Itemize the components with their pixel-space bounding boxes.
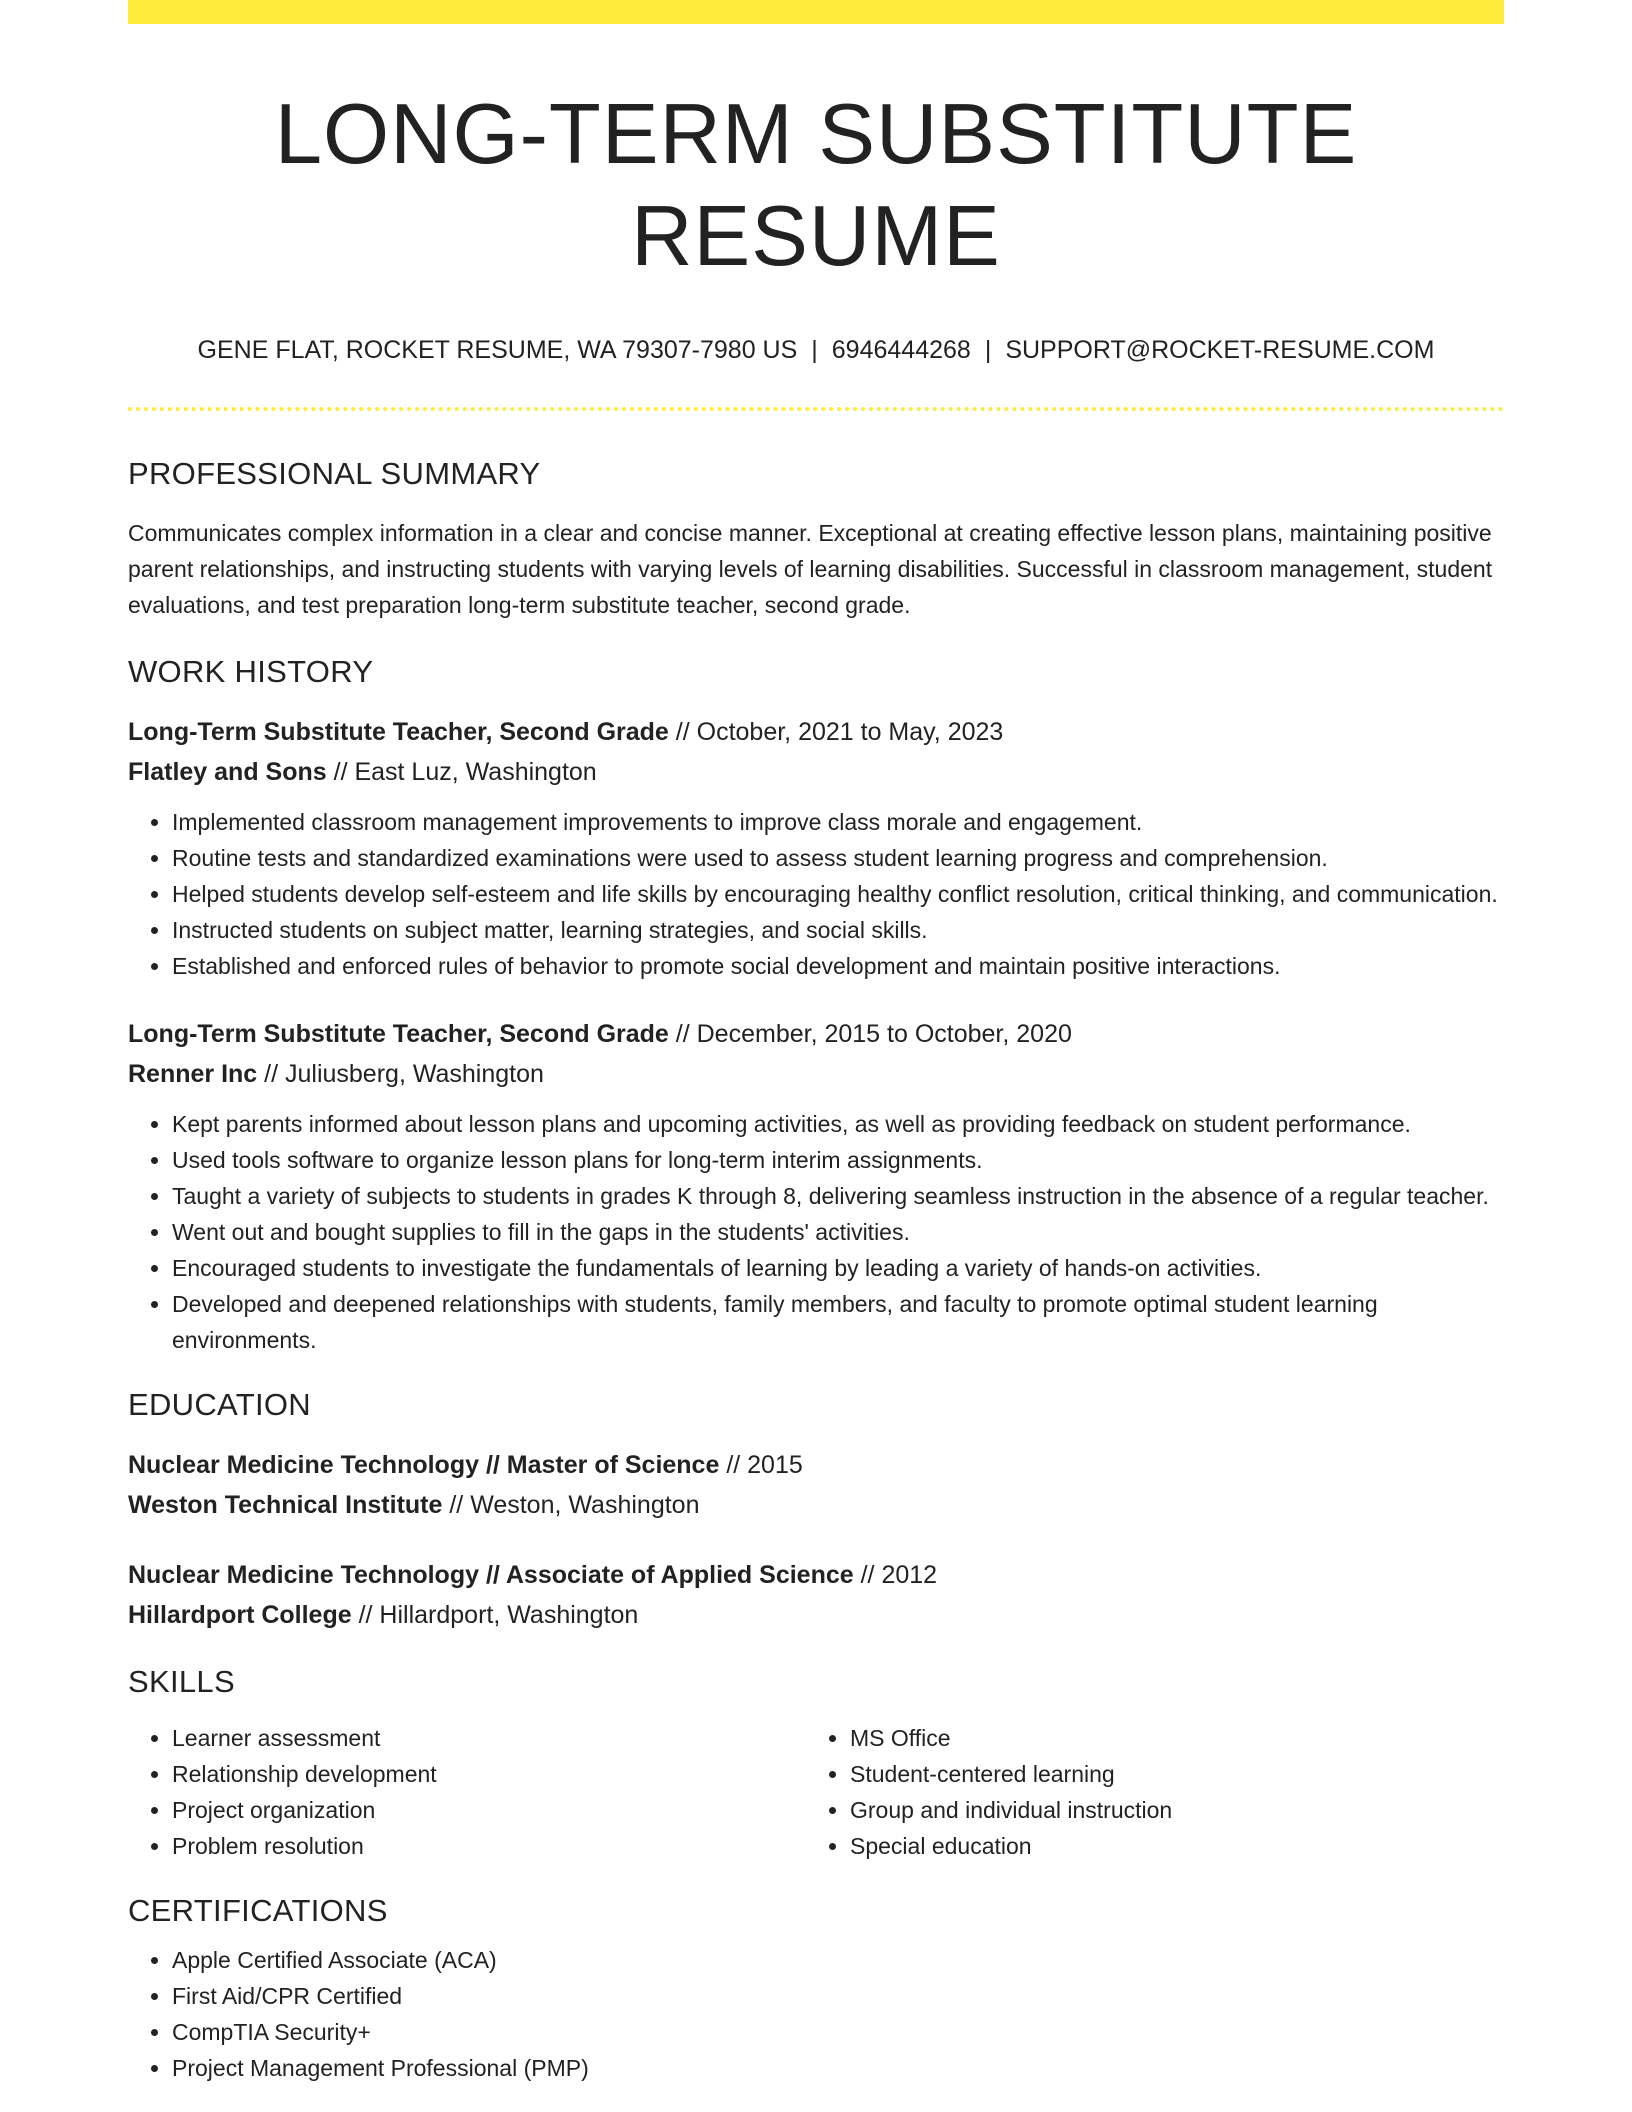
skill-item: • Group and individual instruction [850, 1792, 1484, 1828]
skills-heading: SKILLS [128, 1663, 235, 1699]
education-entry [128, 1555, 1504, 1635]
summary-heading: PROFESSIONAL SUMMARY [128, 455, 541, 491]
job-bullet: • Developed and deepened relationships with students, family members, and faculty to promote optimal student learning environments. [172, 1286, 1504, 1358]
job-title-line [128, 712, 1504, 752]
work-history-heading: WORK HISTORY [128, 654, 374, 690]
degree-year: // 2015 [719, 1450, 803, 1479]
school: Weston Technical Institute [128, 1490, 443, 1519]
accent-top-bar [128, 0, 1504, 24]
job-bullet: • Established and enforced rules of behavior to promote social development and maintain positive interactions. [172, 948, 1504, 984]
degree-line [128, 1555, 1504, 1595]
skill-item: • Problem resolution [172, 1828, 806, 1864]
job-dates: // October, 2021 to May, 2023 [668, 718, 1004, 746]
job-bullet: • Instructed students on subject matter, learning strategies, and social skills. [172, 912, 1504, 948]
certifications-heading: CERTIFICATIONS [128, 1892, 388, 1928]
degree: Nuclear Medicine Technology // Associate of Applied Science [128, 1560, 854, 1589]
contact-address: GENE FLAT, ROCKET RESUME, WA 79307-7980 US [197, 336, 798, 364]
contact-phone: 6946444268 [831, 336, 971, 364]
certification-item: • CompTIA Security+ [172, 2014, 1504, 2050]
job-bullet: • Went out and bought supplies to fill in the gaps in the students' activities. [172, 1214, 1504, 1250]
school-line [128, 1485, 1504, 1525]
contact-line [128, 334, 1504, 367]
school-location: // Weston, Washington [442, 1490, 700, 1519]
job-company: Renner Inc [128, 1060, 258, 1088]
job-title: Long-Term Substitute Teacher, Second Grade [128, 718, 669, 746]
resume-page [128, 0, 1504, 2086]
dotted-divider [128, 407, 1504, 411]
job-entry [128, 1014, 1504, 1358]
skill-item: • Relationship development [172, 1756, 806, 1792]
job-bullet-list [128, 1106, 1504, 1358]
skill-item: • Student-centered learning [850, 1756, 1484, 1792]
degree-year: // 2012 [853, 1560, 938, 1589]
certification-item: • Project Management Professional (PMP) [172, 2050, 1504, 2086]
resume-title: LONG-TERM SUBSTITUTE RESUME [274, 87, 1358, 284]
job-title: Long-Term Substitute Teacher, Second Grade [128, 1020, 669, 1048]
skills-grid [128, 1720, 1504, 1864]
job-company: Flatley and Sons [128, 758, 327, 786]
job-company-line [128, 752, 1504, 792]
job-bullet-list [128, 804, 1504, 984]
school: Hillardport College [128, 1600, 352, 1629]
skill-item: • Project organization [172, 1792, 806, 1828]
job-bullet: • Routine tests and standardized examinations were used to assess student learning progress and comprehension. [172, 840, 1504, 876]
degree-line [128, 1445, 1504, 1485]
job-location: // Juliusberg, Washington [257, 1060, 544, 1088]
job-bullet: • Encouraged students to investigate the fundamentals of learning by leading a variety of hands-on activities. [172, 1250, 1504, 1286]
degree: Nuclear Medicine Technology // Master of Science [128, 1450, 720, 1479]
contact-separator: | [811, 336, 818, 364]
job-bullet: • Taught a variety of subjects to students in grades K through 8, delivering seamless instruction in the absence of a regular teacher. [172, 1178, 1504, 1214]
skill-item: • Learner assessment [172, 1720, 806, 1756]
school-line [128, 1595, 1504, 1635]
education-heading: EDUCATION [128, 1387, 311, 1422]
job-entry [128, 712, 1504, 984]
certifications-list [128, 1942, 1504, 2086]
job-bullet: • Used tools software to organize lesson plans for long-term interim assignments. [172, 1142, 1504, 1178]
certification-item: • First Aid/CPR Certified [172, 1978, 1504, 2014]
job-bullet: • Helped students develop self-esteem and life skills by encouraging healthy conflict resolution, critical thinking, and communication. [172, 876, 1504, 912]
summary-text: Communicates complex information in a clear and concise manner. Exceptional at creating effective lesson plans, maintaining positive parent relationships, and instructing students with varying levels of learning disabilities. Successful in classroom management, student evaluations, and test preparation long-term substitute teacher, second grade. [128, 520, 1493, 619]
job-bullet: • Kept parents informed about lesson plans and upcoming activities, as well as providing feedback on student performance. [172, 1106, 1504, 1142]
certification-item: • Apple Certified Associate (ACA) [172, 1942, 1504, 1978]
job-title-line [128, 1014, 1504, 1054]
skill-item: • MS Office [850, 1720, 1484, 1756]
job-dates: // December, 2015 to October, 2020 [668, 1020, 1072, 1048]
skills-column-left [128, 1720, 806, 1864]
contact-separator: | [984, 336, 992, 364]
job-bullet: • Implemented classroom management improvements to improve class morale and engagement. [172, 804, 1504, 840]
skills-column-right [806, 1720, 1484, 1864]
contact-email: SUPPORT@ROCKET-RESUME.COM [1005, 336, 1435, 364]
school-location: // Hillardport, Washington [351, 1600, 639, 1629]
job-location: // East Luz, Washington [326, 758, 597, 786]
education-entry [128, 1445, 1504, 1525]
skill-item: • Special education [850, 1828, 1484, 1864]
job-company-line [128, 1054, 1504, 1094]
